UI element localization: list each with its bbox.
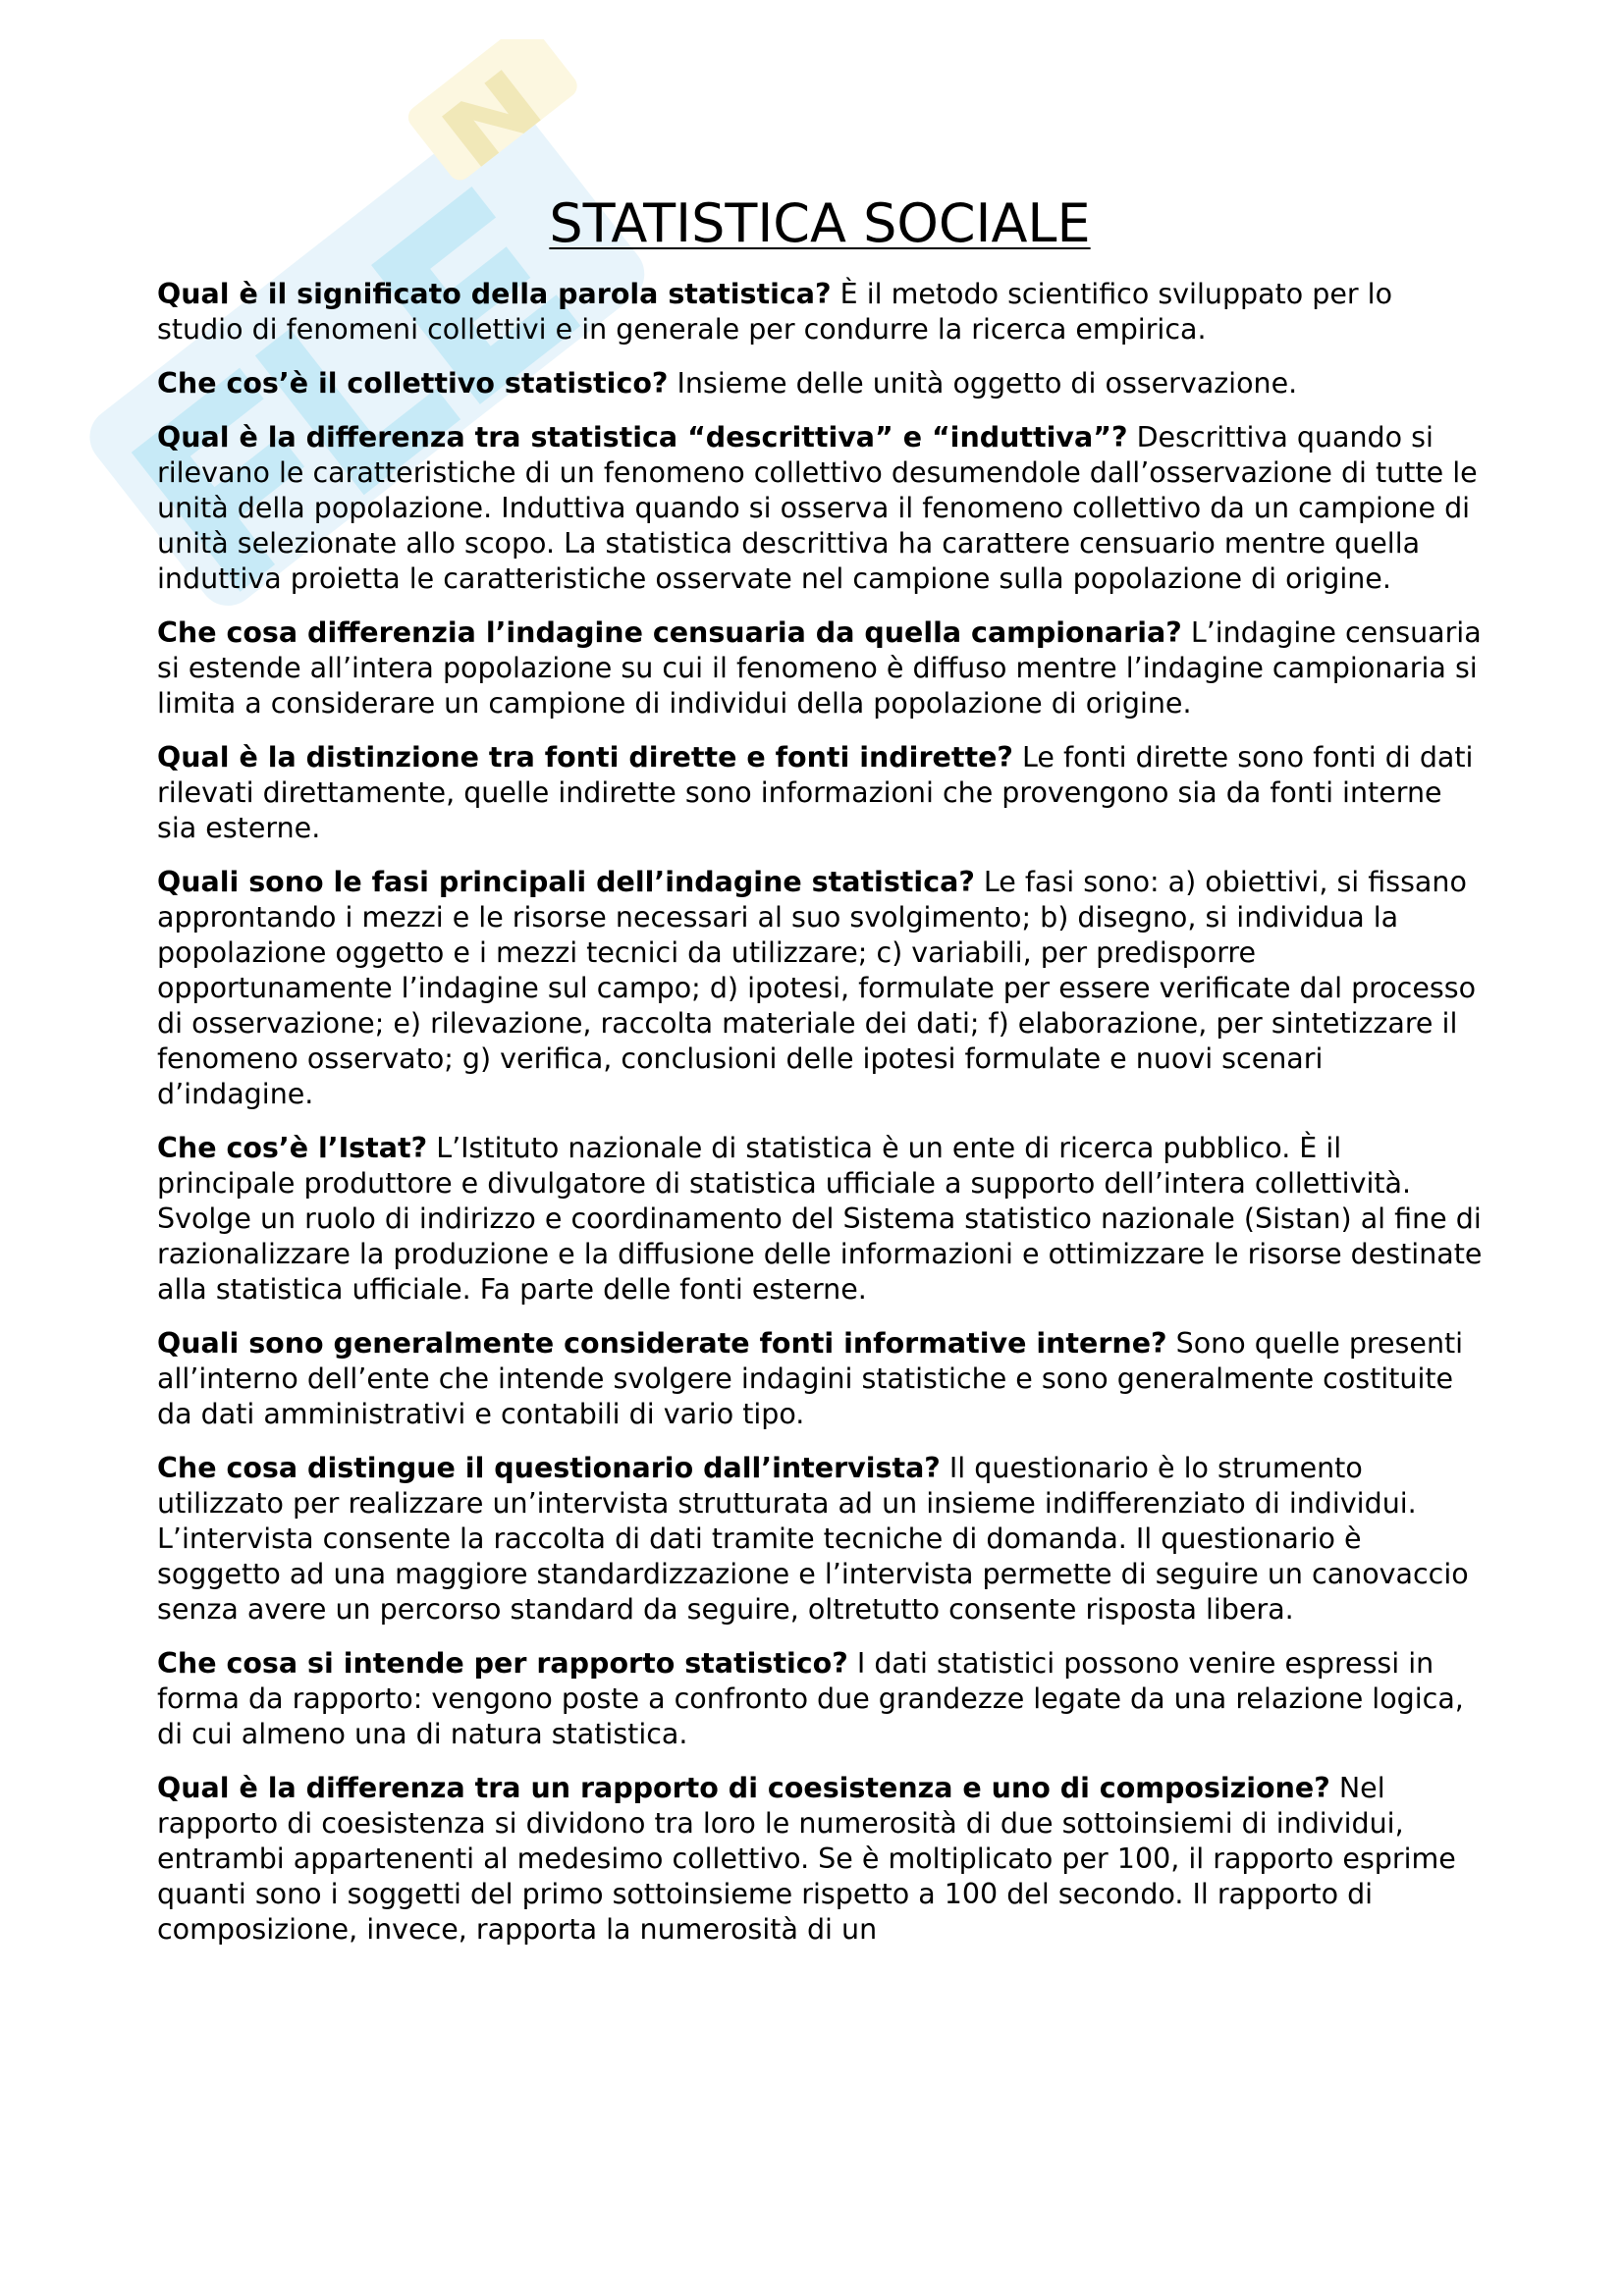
question: Che cos’è l’Istat? [157, 1132, 428, 1164]
qa-item [157, 1451, 1483, 1628]
page-title: STATISTICA SOCIALE [549, 192, 1091, 254]
qa-item [157, 1326, 1483, 1432]
answer: Le fasi sono: a) obiettivi, si fissano approntando i mezzi e le risorse necessari al suo svolgimento; b) disegno, si individua la popolazione oggetto e i mezzi tecnici da utilizzare; c) variabili, per predisporre opportunamente l’indagine sul campo; d) ipotesi, formulate per essere verificate dal processo di osservazione; e) rilevazione, raccolta materiale dei dati; f) elaborazione, per sintetizzare il fenomeno osservato; g) verifica, conclusioni delle ipotesi formulate e nuovi scenari d’indagine. [157, 866, 1477, 1110]
answer: L’Istituto nazionale di statistica è un ente di ricerca pubblico. È il principale produttore e divulgatore di statistica ufficiale a supporto dell’intera collettività. Svolge un ruolo di indirizzo e coordinamento del Sistema statistico nazionale (Sistan) al fine di razionalizzare la produzione e la diffusione delle informazioni e ottimizzare le risorse destinate alla statistica ufficiale. Fa parte delle fonti esterne. [157, 1132, 1483, 1306]
qa-item [157, 420, 1483, 597]
qa-item [157, 1131, 1483, 1308]
answer: È il metodo scientifico sviluppato per lo studio di fenomeni collettivi e in generale per condurre la ricerca empirica. [157, 278, 1393, 346]
question: Qual è la differenza tra un rapporto di coesistenza e uno di composizione? [157, 1772, 1330, 1804]
question: Che cos’è il collettivo statistico? [157, 367, 669, 400]
answer: Sono quelle presenti all’interno dell’ente che intende svolgere indagini statistiche e sono generalmente costituite da dati amministrativi e contabili di vario tipo. [157, 1327, 1464, 1430]
document-page [157, 188, 1483, 1966]
qa-item [157, 366, 1483, 401]
qa-item [157, 1771, 1483, 1948]
question: Che cosa differenzia l’indagine censuaria da quella campionaria? [157, 616, 1182, 649]
answer: L’indagine censuaria si estende all’intera popolazione su cui il fenomeno è diffuso mentre l’indagine campionaria si limita a considerare un campione di individui della popolazione di origine. [157, 616, 1482, 720]
answer: Insieme delle unità oggetto di osservazione. [676, 367, 1298, 400]
question: Quali sono generalmente considerate fonti informative interne? [157, 1327, 1167, 1360]
question: Quali sono le fasi principali dell’indagine statistica? [157, 866, 975, 898]
answer: Descrittiva quando si rilevano le caratteristiche di un fenomeno collettivo desumendole dall’osservazione di tutte le unità della popolazione. Induttiva quando si osserva il fenomeno collettivo da un campione di unità selezionate allo scopo. La statistica descrittiva ha carattere censuario mentre quella induttiva proietta le caratteristiche osservate nel campione sulla popolazione di origine. [157, 421, 1478, 595]
qa-item [157, 865, 1483, 1112]
qa-item [157, 615, 1483, 721]
answer: I dati statistici possono venire espressi in forma da rapporto: vengono poste a confronto due grandezze legate da una relazione logica, di cui almeno una di natura statistica. [157, 1647, 1464, 1750]
answer: Le fonti dirette sono fonti di dati rilevati direttamente, quelle indirette sono informazioni che provengono sia da fonti interne sia esterne. [157, 741, 1474, 844]
question: Qual è il significato della parola statistica? [157, 278, 832, 310]
question: Che cosa si intende per rapporto statistico? [157, 1647, 848, 1680]
answer: Nel rapporto di coesistenza si dividono tra loro le numerosità di due sottoinsiemi di individui, entrambi appartenenti al medesimo collettivo. Se è moltiplicato per 100, il rapporto esprime quanti sono i soggetti del primo sottoinsieme rispetto a 100 del secondo. Il rapporto di composizione, invece, rapporta la numerosità di un [157, 1772, 1456, 1946]
question: Che cosa distingue il questionario dall’intervista? [157, 1452, 941, 1484]
question: Qual è la differenza tra statistica “descrittiva” e “induttiva”? [157, 421, 1128, 454]
qa-item [157, 740, 1483, 846]
qa-item [157, 1646, 1483, 1752]
qa-item [157, 277, 1483, 347]
answer: Il questionario è lo strumento utilizzato per realizzare un’intervista strutturata ad un insieme indifferenziato di individui. L’intervista consente la raccolta di dati tramite tecniche di domanda. Il questionario è soggetto ad una maggiore standardizzazione e l’intervista permette di seguire un canovaccio senza avere un percorso standard da seguire, oltretutto consente risposta libera. [157, 1452, 1469, 1626]
question: Qual è la distinzione tra fonti dirette e fonti indirette? [157, 741, 1013, 774]
